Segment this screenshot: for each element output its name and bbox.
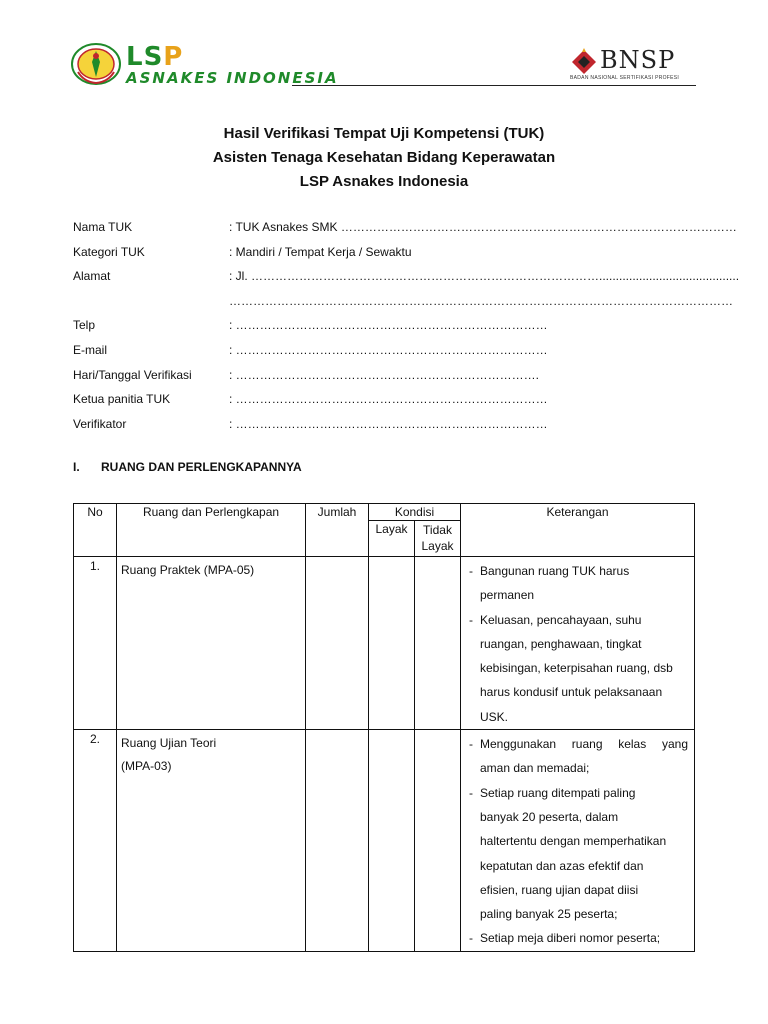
bnsp-logo-text: BNSP bbox=[600, 46, 676, 74]
keterangan-item bbox=[469, 781, 688, 927]
section-number: I. bbox=[73, 460, 80, 474]
keterangan-line: - Keluasan, pencahayaan, suhu bbox=[480, 612, 642, 627]
row-jumlah bbox=[306, 730, 369, 952]
header-keterangan: Keterangan bbox=[461, 504, 695, 557]
ruang-line: Ruang Praktek (MPA-05) bbox=[121, 563, 255, 577]
info-label: Hari/Tanggal Verifikasi bbox=[73, 367, 192, 382]
bnsp-full-name: BADAN NASIONAL SERTIFIKASI PROFESI bbox=[570, 75, 680, 81]
table-row bbox=[74, 730, 695, 952]
ruang-table bbox=[73, 503, 695, 952]
info-value: : Mandiri / Tempat Kerja / Sewaktu bbox=[229, 244, 412, 259]
asnakes-emblem-icon bbox=[70, 42, 122, 86]
document-subtitle: Asisten Tenaga Kesehatan Bidang Keperawatan bbox=[212, 149, 556, 166]
ruang-line: (MPA-03) bbox=[121, 759, 172, 774]
keterangan-line: efisien, ruang ujian dapat diisi bbox=[480, 882, 639, 897]
header-layak: Layak bbox=[369, 521, 415, 557]
row-layak bbox=[369, 730, 415, 952]
keterangan-item bbox=[469, 608, 688, 729]
bnsp-logo-icon bbox=[570, 46, 598, 78]
info-label: Ketua panitia TUK bbox=[73, 392, 171, 407]
keterangan-item bbox=[469, 926, 688, 950]
letterhead bbox=[70, 38, 696, 94]
row-keterangan bbox=[461, 730, 695, 952]
info-value: : …………………………………………………………………… bbox=[229, 416, 548, 431]
row-ruang bbox=[117, 730, 306, 952]
info-label: Verifikator bbox=[73, 416, 127, 431]
info-label: Alamat bbox=[73, 269, 111, 284]
header-no: No bbox=[74, 504, 117, 557]
info-label: Kategori TUK bbox=[73, 244, 145, 259]
document-title: Hasil Verifikasi Tempat Uji Kompetensi (TUK) bbox=[223, 125, 545, 142]
keterangan-line: USK. bbox=[480, 709, 509, 724]
keterangan-line: - Bangunan ruang TUK harus bbox=[480, 564, 630, 578]
keterangan-item bbox=[469, 732, 688, 781]
keterangan-line: paling banyak 25 peserta; bbox=[480, 907, 618, 922]
row-keterangan bbox=[461, 557, 695, 730]
header-tidak-layak bbox=[415, 521, 461, 557]
keterangan-line: harus kondusif untuk pelaksanaan bbox=[480, 685, 663, 700]
ruang-line: Ruang Ujian Teori bbox=[121, 736, 217, 751]
section-title: RUANG DAN PERLENGKAPANNYA bbox=[101, 460, 302, 474]
organization-name: ASNAKES INDONESIA bbox=[126, 69, 339, 87]
keterangan-line: ruangan, penghawaan, tingkat bbox=[480, 636, 642, 651]
row-ruang bbox=[117, 557, 306, 730]
keterangan-line: kepatutan dan azas efektif dan bbox=[480, 858, 644, 873]
header-kondisi: Kondisi bbox=[369, 504, 461, 521]
keterangan-line: aman dan memadai; bbox=[480, 761, 590, 776]
keterangan-line: kebisingan, keterpisahan ruang, dsb bbox=[480, 661, 673, 676]
keterangan-line: - Setiap meja diberi nomor peserta; bbox=[480, 931, 661, 946]
info-value: : …………………………………………………………………… bbox=[229, 318, 548, 333]
info-label: Nama TUK bbox=[73, 220, 133, 234]
table-header-row bbox=[74, 504, 695, 521]
info-value: : …………………………………………………………………… bbox=[229, 343, 548, 357]
row-tidak-layak bbox=[415, 730, 461, 952]
row-tidak-layak bbox=[415, 557, 461, 730]
row-number: 1. bbox=[74, 557, 117, 730]
keterangan-line: - Menggunakan ruang kelas yang bbox=[480, 737, 688, 752]
header-jumlah: Jumlah bbox=[306, 504, 369, 557]
keterangan-line: permanen bbox=[480, 588, 535, 603]
header-tidak-layak-line1: Tidak bbox=[423, 523, 452, 537]
info-value: : …………………………………………………………………. bbox=[229, 367, 540, 382]
table-row bbox=[74, 557, 695, 730]
info-label: Telp bbox=[73, 318, 96, 333]
lsp-logo-text: LSP bbox=[126, 42, 184, 72]
keterangan-line: banyak 20 peserta, dalam bbox=[480, 809, 619, 824]
header-tidak-layak-line2: Layak bbox=[421, 539, 454, 553]
keterangan-line: haltertentu dengan memperhatikan bbox=[480, 834, 667, 849]
document-title-block bbox=[0, 122, 768, 194]
row-layak bbox=[369, 557, 415, 730]
info-value: : TUK Asnakes SMK ……………………………………………………………………………………… bbox=[229, 220, 737, 234]
info-value: : …………………………………………………………………… bbox=[229, 392, 548, 407]
document-organization: LSP Asnakes Indonesia bbox=[299, 173, 469, 190]
info-value: : Jl. …………………………………………………………………………….......................................... bbox=[229, 269, 740, 284]
keterangan-item bbox=[469, 559, 688, 608]
header-ruang: Ruang dan Perlengkapan bbox=[117, 504, 306, 557]
header-rule bbox=[292, 85, 696, 86]
info-value: ……………………………………………………………………………………………………………… bbox=[229, 293, 733, 308]
keterangan-line: - Setiap ruang ditempati paling bbox=[480, 785, 636, 800]
row-jumlah bbox=[306, 557, 369, 730]
info-label: E-mail bbox=[73, 343, 108, 357]
row-number: 2. bbox=[74, 730, 117, 952]
